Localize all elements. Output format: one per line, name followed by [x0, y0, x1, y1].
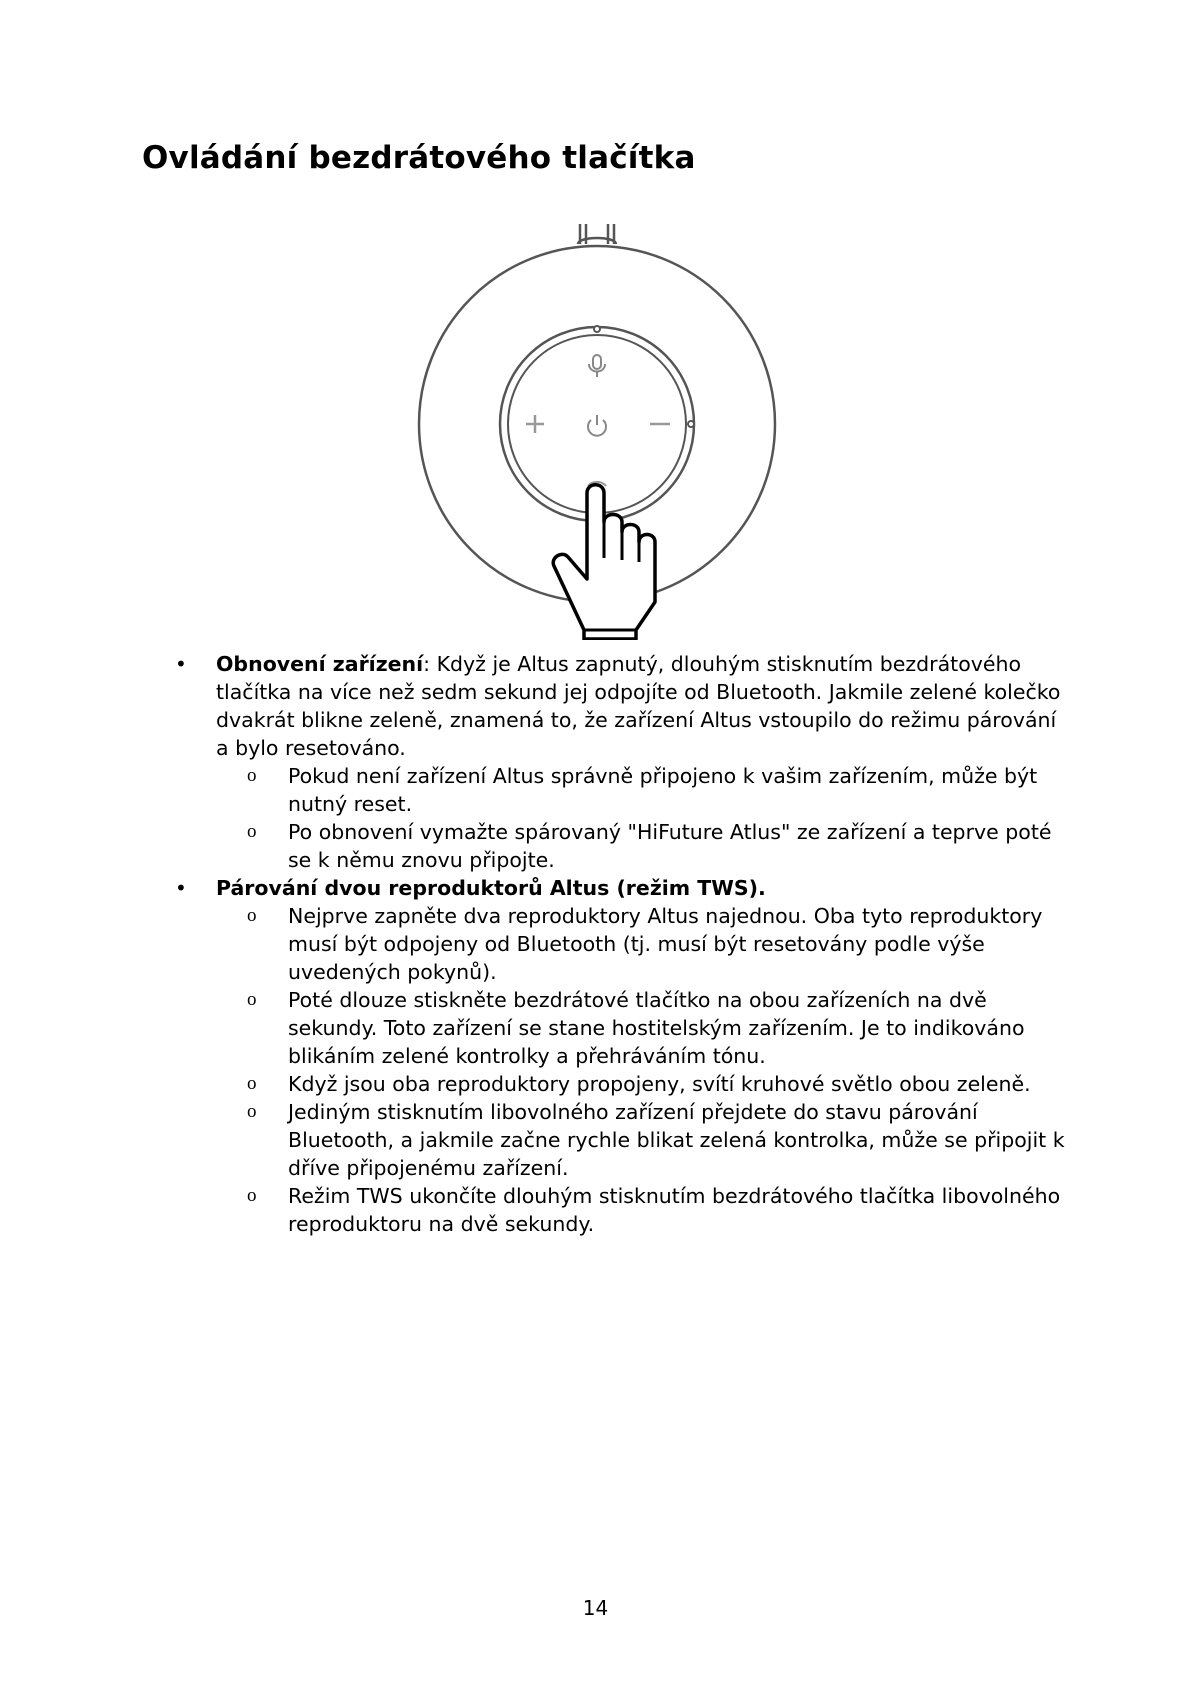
list-item-text: Když jsou oba reproduktory propojeny, svítí kruhové světlo obou zeleně.	[288, 1072, 1031, 1096]
section-heading-tws: Párování dvou reproduktorů Altus (režim TWS).	[216, 876, 766, 900]
list-item	[247, 986, 1075, 1070]
list-item-tws	[175, 874, 1075, 1238]
sub-bullet-marker: o	[247, 1073, 257, 1094]
indicator-dot-right	[688, 421, 694, 427]
sub-bullet-marker: o	[247, 1101, 257, 1122]
list-item-text: Poté dlouze stiskněte bezdrátové tlačítko na obou zařízeních na dvě sekundy. Toto zařízení se stane hostitelským zařízením. Je to indikováno blikáním zelené kontrolky a přehráváním tónu.	[288, 988, 1025, 1068]
page-number: 14	[582, 1596, 609, 1620]
strap-loop	[578, 224, 616, 244]
list-item	[247, 1098, 1075, 1182]
sub-bullet-marker: o	[247, 765, 257, 786]
bullet-marker: •	[175, 876, 187, 900]
list-item-text: Pokud není zařízení Altus správně připojeno k vašim zařízením, může být nutný reset.	[288, 764, 1038, 816]
list-item-text: Po obnovení vymažte spárovaný "HiFuture Atlus" ze zařízení a teprve poté se k němu znovu připojte.	[288, 820, 1052, 872]
instructions	[175, 650, 1075, 1238]
sub-list-tws	[216, 902, 1075, 1238]
sub-bullet-marker: o	[247, 905, 257, 926]
section-text-reset: : Když je Altus zapnutý, dlouhým stisknutím bezdrátového tlačítka na více než sedm sekund jej odpojíte od Bluetooth. Jakmile zelené kolečko dvakrát blikne zeleně, znamená to, že zařízení Altus vstoupilo do režimu párování a bylo resetováno.	[216, 652, 1061, 760]
sub-bullet-marker: o	[247, 989, 257, 1010]
plus-icon	[526, 415, 544, 433]
list-item	[247, 818, 1075, 874]
list-item	[247, 762, 1075, 818]
microphone-icon	[589, 355, 605, 377]
speaker-top-view	[412, 222, 782, 640]
list-item-text: Nejprve zapněte dva reproduktory Altus najednou. Oba tyto reproduktory musí být odpojeny od Bluetooth (tj. musí být resetovány podle výše uvedených pokynů).	[288, 904, 1043, 984]
page-title: Ovládání bezdrátového tlačítka	[142, 140, 696, 176]
list-item	[247, 1182, 1075, 1238]
power-icon	[588, 415, 606, 436]
sub-bullet-marker: o	[247, 821, 257, 842]
speaker-illustration	[412, 222, 782, 640]
list-item-text: Jediným stisknutím libovolného zařízení přejdete do stavu párování Bluetooth, a jakmile začne rychle blikat zelená kontrolka, může se připojit k dříve připojenému zařízení.	[288, 1100, 1065, 1180]
list-item-text: Režim TWS ukončíte dlouhým stisknutím bezdrátového tlačítka libovolného reproduktoru na dvě sekundy.	[288, 1184, 1061, 1236]
sub-list-reset	[216, 762, 1075, 874]
list-item	[247, 1070, 1075, 1098]
section-heading-reset: Obnovení zařízení	[216, 652, 424, 676]
list-item-reset	[175, 650, 1075, 874]
bullet-marker: •	[175, 652, 187, 676]
main-list	[175, 650, 1075, 1238]
indicator-dot-top	[594, 326, 600, 332]
list-item	[247, 902, 1075, 986]
sub-bullet-marker: o	[247, 1185, 257, 1206]
